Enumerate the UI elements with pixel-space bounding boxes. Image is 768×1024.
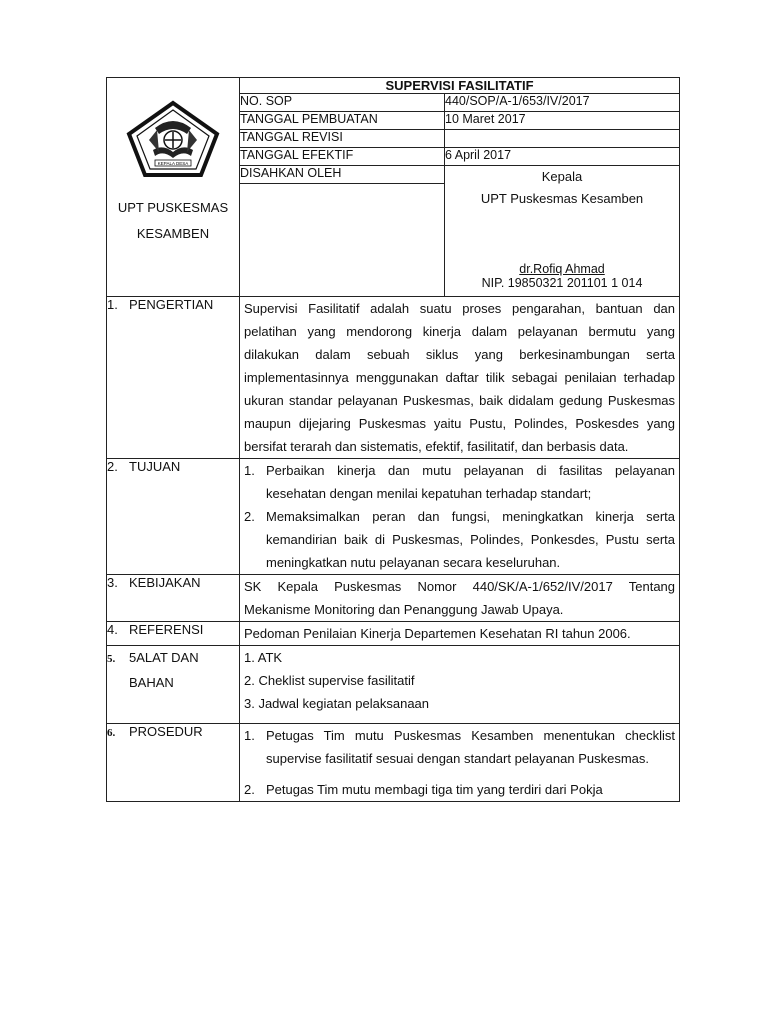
list-item: 2. Memaksimalkan peran dan fungsi, meningkatkan kinerja serta kemandirian baik di Puskesmas, Polindes, Ponkesdes, Pustu serta meningkatkan nutu pelayanan secara keseluruhan.	[244, 509, 676, 570]
organization-name	[107, 195, 239, 247]
section-body-prosedur	[240, 724, 680, 802]
blank-signature-area	[240, 184, 445, 297]
section-label-referensi	[107, 622, 240, 646]
section-title: TUJUAN	[129, 459, 181, 474]
meta-value-tanggal-efektif: 6 April 2017	[445, 148, 680, 166]
meta-label-no-sop: NO. SOP	[240, 94, 445, 112]
section-number: 4.	[107, 622, 118, 637]
list-item: 1. Perbaikan kinerja dan mutu pelayanan di fasilitas pelayanan kesehatan dengan menilai kepatuhan terhadap standart;	[244, 463, 676, 501]
document-title: SUPERVISI FASILITATIF	[240, 78, 680, 94]
section-label-prosedur	[107, 724, 240, 802]
approver-line2: UPT Puskesmas Kesamben	[480, 191, 644, 206]
approver-cell	[445, 166, 680, 297]
organization-line2: KESAMBEN	[136, 226, 210, 241]
section-number: 6.	[107, 727, 116, 739]
list-item: 3. Jadwal kegiatan pelaksanaan	[244, 696, 430, 711]
prosedur-list	[240, 724, 679, 801]
meta-label-tanggal-pembuatan: TANGGAL PEMBUATAN	[240, 112, 445, 130]
section-title-line2: BAHAN	[129, 675, 174, 690]
emblem-text: KEPALA DESA	[157, 161, 189, 166]
approver-nip: NIP. 19850321 201101 1 014	[481, 276, 643, 290]
meta-label-tanggal-efektif: TANGGAL EFEKTIF	[240, 148, 445, 166]
section-number: 2.	[107, 459, 118, 474]
section-label-kebijakan	[107, 575, 240, 622]
list-item: 1. ATK	[244, 650, 283, 665]
section-title: REFERENSI	[129, 622, 204, 637]
section-label-alat-bahan	[107, 646, 240, 724]
section-body-pengertian	[240, 297, 680, 459]
section-title: KEBIJAKAN	[129, 575, 201, 590]
list-item: 1. Petugas Tim mutu Puskesmas Kesamben menentukan checklist supervise fasilitatif sesuai dengan standart pelayanan Puskesmas.	[244, 728, 676, 766]
section-body-tujuan	[240, 459, 680, 575]
approver-line1: Kepala	[541, 169, 583, 184]
organization-cell	[107, 78, 240, 297]
organization-line1: UPT PUSKESMAS	[117, 200, 229, 215]
section-number: 1.	[107, 297, 118, 312]
sop-table	[106, 77, 680, 802]
meta-value-tanggal-revisi	[445, 130, 680, 148]
kebijakan-text: SK Kepala Puskesmas Nomor 440/SK/A-1/652/IV/2017 Tentang Mekanisme Monitoring dan Penanggung Jawab Upaya.	[244, 579, 676, 617]
section-body-alat-bahan	[240, 646, 680, 724]
approver-title	[445, 166, 679, 210]
regional-emblem-icon	[125, 100, 221, 178]
meta-value-no-sop: 440/SOP/A-1/653/IV/2017	[445, 94, 680, 112]
pengertian-text: Supervisi Fasilitatif adalah suatu proses pengarahan, bantuan dan pelatihan yang mendorong kinerja dalam pelayanan bermutu yang dilakukan dalam sebuah siklus yang berkesinambungan serta implementasinnya menggunakan daftar tilik sebagai penilaian terhadap ukuran standar pelayanan Puskesmas, baik didalam gedung Puskesmas maupun dijejaring Puskesmas yaitu Pustu, Polindes, Poskesdes yang bersifat terarah dan sistematis, efektif, fasilitatif, dan berbasis data.	[244, 301, 676, 454]
list-item: 2. Petugas Tim mutu membagi tiga tim yang terdiri dari Pokja	[244, 782, 603, 797]
referensi-text: Pedoman Penilaian Kinerja Departemen Kesehatan RI tahun 2006.	[244, 626, 631, 641]
section-title: PROSEDUR	[129, 724, 203, 739]
section-body-referensi	[240, 622, 680, 646]
tujuan-list	[240, 459, 679, 574]
section-body-kebijakan	[240, 575, 680, 622]
meta-value-tanggal-pembuatan: 10 Maret 2017	[445, 112, 680, 130]
meta-label-tanggal-revisi: TANGGAL REVISI	[240, 130, 445, 148]
section-number: 5.	[107, 653, 116, 665]
signature-block	[445, 262, 679, 290]
meta-label-disahkan-oleh: DISAHKAN OLEH	[240, 166, 445, 184]
approver-name: dr.Rofiq Ahmad	[519, 262, 605, 276]
section-label-tujuan	[107, 459, 240, 575]
section-title: 5ALAT DAN	[129, 650, 199, 665]
section-title: PENGERTIAN	[129, 297, 214, 312]
section-label-pengertian	[107, 297, 240, 459]
list-item: 2. Cheklist supervise fasilitatif	[244, 673, 415, 688]
section-number: 3.	[107, 575, 118, 590]
